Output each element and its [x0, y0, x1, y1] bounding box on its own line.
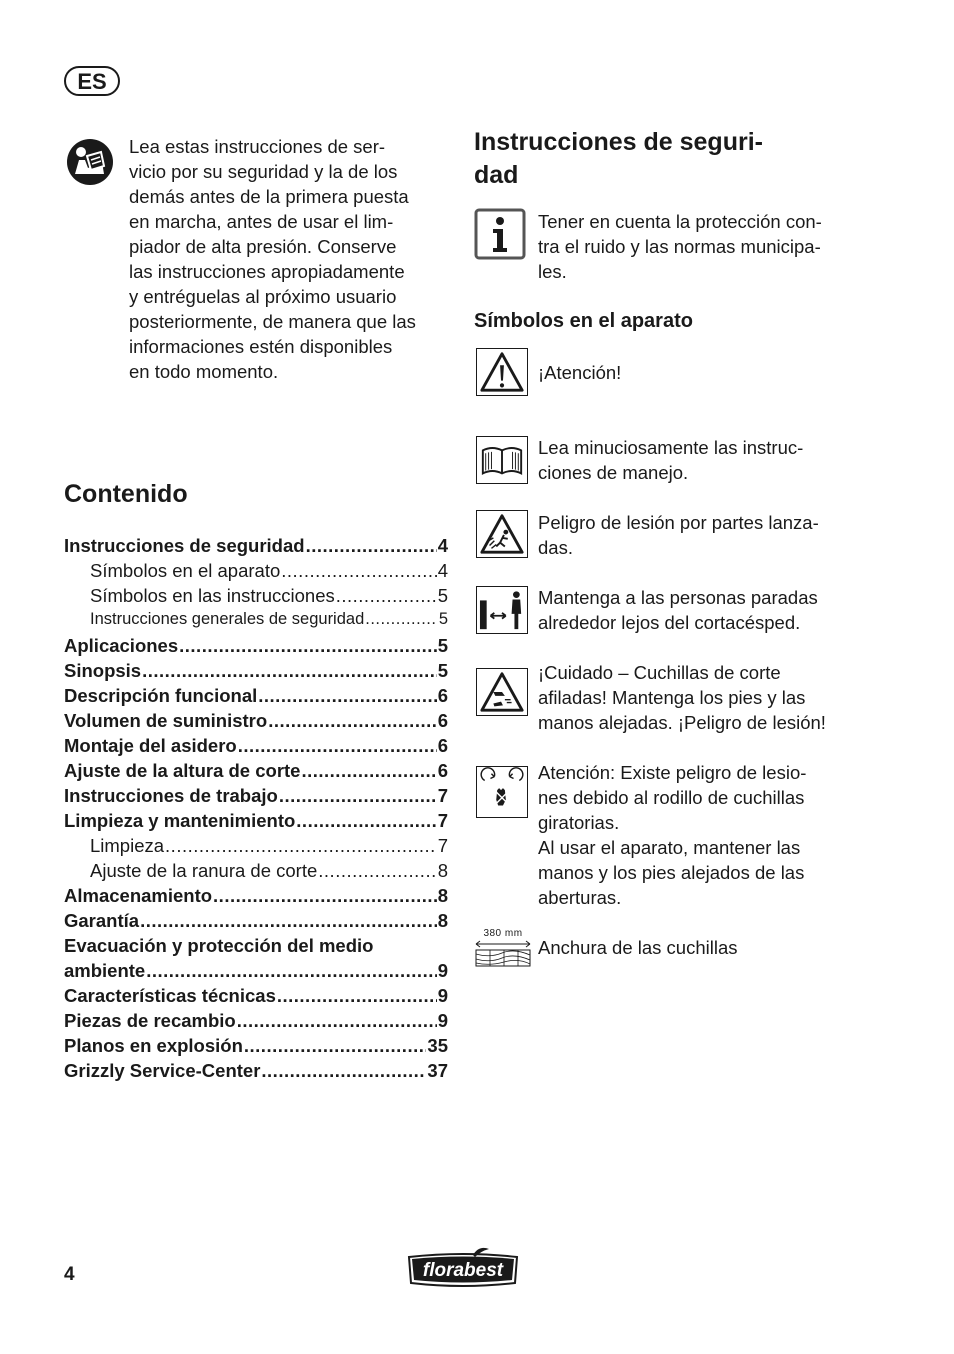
toc-entry[interactable]	[64, 760, 448, 785]
intro-line: piador de alta presión. Conserve	[129, 236, 397, 257]
intro-line: las instrucciones apropiadamente	[129, 261, 405, 282]
info-icon	[474, 208, 526, 260]
keep-distance-icon	[476, 586, 528, 634]
intro-line: y entréguelas al próximo usuario	[129, 286, 397, 307]
symbol-line: ¡Atención!	[538, 362, 622, 383]
intro-line: informaciones estén disponibles	[129, 336, 393, 357]
symbol-line: das.	[538, 537, 573, 558]
toc-entry-page: 7	[437, 785, 448, 806]
toc-entry-title: Planos en explosión	[64, 1035, 243, 1056]
intro-line: en todo momento.	[129, 361, 279, 382]
toc-leader-dots	[306, 535, 437, 557]
toc-leader-dots	[244, 1035, 427, 1057]
symbol-description	[538, 660, 868, 735]
toc-entry-title: Descripción funcional	[64, 685, 258, 706]
info-line: les.	[538, 261, 567, 282]
toc-entry-page: 7	[437, 810, 448, 831]
brand-logo-graphic	[405, 1245, 521, 1289]
intro-line: en marcha, antes de usar el lim-	[129, 211, 394, 232]
symbol-line: Peligro de lesión por partes lanza-	[538, 512, 819, 533]
contents-heading: Contenido	[64, 480, 188, 508]
toc-entry-title: Ajuste de la altura de corte	[64, 760, 301, 781]
toc-entry[interactable]	[64, 710, 448, 735]
toc-entry[interactable]	[64, 685, 448, 710]
cutting-width-icon	[474, 928, 532, 970]
info-paragraph	[538, 209, 868, 284]
toc-entry-page: 9	[437, 960, 448, 981]
symbol-line: Atención: Existe peligro de lesio-	[538, 762, 807, 783]
toc-leader-dots	[238, 735, 437, 757]
toc-leader-dots	[142, 660, 437, 682]
toc-leader-dots	[365, 610, 438, 629]
toc-entry-title: Limpieza	[90, 835, 165, 856]
language-badge: ES	[64, 66, 120, 96]
toc-entry-page: 7	[437, 835, 448, 856]
rotating-blades-icon	[476, 766, 528, 818]
toc-entry-page: 4	[437, 560, 448, 581]
toc-entry-title: Piezas de recambio	[64, 1010, 236, 1031]
table-of-contents	[64, 535, 448, 1085]
brand-name: florabest	[422, 1260, 504, 1281]
safety-heading	[474, 126, 894, 192]
intro-paragraph	[129, 134, 454, 384]
toc-entry[interactable]	[64, 810, 448, 835]
toc-leader-dots	[258, 685, 436, 707]
symbol-line: aberturas.	[538, 887, 622, 908]
toc-entry-title: Símbolos en las instrucciones	[90, 585, 335, 606]
toc-entry-title: Ajuste de la ranura de corte	[90, 860, 318, 881]
toc-entry-page: 6	[437, 685, 448, 706]
page-number: 4	[64, 1264, 75, 1285]
toc-entry-title: Instrucciones generales de seguridad	[90, 610, 365, 628]
toc-leader-dots	[261, 1060, 426, 1082]
toc-entry[interactable]	[64, 835, 448, 860]
toc-entry[interactable]	[64, 960, 448, 985]
toc-entry-title: Volumen de suministro	[64, 710, 268, 731]
toc-leader-dots	[179, 635, 437, 657]
toc-leader-dots	[146, 960, 436, 982]
toc-entry-page: 5	[437, 660, 448, 681]
toc-entry-page: 5	[437, 635, 448, 656]
toc-entry[interactable]	[64, 1060, 448, 1085]
symbol-line: Mantenga a las personas paradas	[538, 587, 818, 608]
symbol-line: afiladas! Mantenga los pies y las	[538, 687, 806, 708]
symbol-line: Anchura de las cuchillas	[538, 937, 738, 958]
toc-entry-page: 5	[438, 610, 448, 628]
cutting-width-drawing	[474, 940, 532, 970]
toc-entry[interactable]	[64, 910, 448, 935]
toc-leader-dots	[213, 885, 437, 907]
thrown-objects-icon	[476, 510, 528, 558]
toc-leader-dots	[318, 860, 436, 882]
toc-leader-dots	[336, 585, 437, 607]
toc-entry[interactable]	[64, 560, 448, 585]
toc-entry-title: Garantía	[64, 910, 140, 931]
toc-entry-title: Almacenamiento	[64, 885, 213, 906]
symbol-line: ¡Cuidado – Cuchillas de corte	[538, 662, 781, 683]
toc-entry[interactable]	[64, 585, 448, 610]
symbol-line: giratorias.	[538, 812, 620, 833]
toc-leader-dots	[140, 910, 437, 932]
toc-entry-page: 6	[437, 710, 448, 731]
toc-entry-title: Evacuación y protección del medio	[64, 935, 374, 956]
symbol-description	[538, 510, 868, 560]
toc-entry[interactable]	[64, 735, 448, 760]
toc-entry-page: 9	[437, 1010, 448, 1031]
intro-line: demás antes de la primera puesta	[129, 186, 409, 207]
symbol-description	[538, 760, 868, 910]
symbol-line: Lea minuciosamente las instruc-	[538, 437, 804, 458]
warning-triangle-icon	[476, 348, 528, 396]
toc-entry-page: 6	[437, 735, 448, 756]
toc-entry-page: 8	[437, 885, 448, 906]
toc-entry-page: 35	[427, 1035, 448, 1056]
toc-leader-dots	[268, 710, 437, 732]
toc-entry-title: Limpieza y mantenimiento	[64, 810, 296, 831]
symbol-description	[538, 935, 868, 960]
toc-leader-dots	[279, 785, 437, 807]
toc-entry[interactable]	[64, 885, 448, 910]
toc-leader-dots	[237, 1010, 437, 1032]
toc-entry-title: ambiente	[64, 960, 146, 981]
symbol-description	[538, 585, 868, 635]
toc-leader-dots	[301, 760, 436, 782]
toc-entry-title: Aplicaciones	[64, 635, 179, 656]
toc-entry-title: Características técnicas	[64, 985, 276, 1006]
toc-entry-title: Instrucciones de trabajo	[64, 785, 278, 806]
toc-entry[interactable]	[64, 860, 448, 885]
symbol-line: nes debido al rodillo de cuchillas	[538, 787, 805, 808]
toc-entry[interactable]	[64, 535, 448, 560]
toc-entry[interactable]	[64, 1035, 448, 1060]
symbol-line: manos alejadas. ¡Peligro de lesión!	[538, 712, 826, 733]
toc-entry-title: Símbolos en el aparato	[90, 560, 281, 581]
intro-line: vicio por su seguridad y la de los	[129, 161, 398, 182]
symbol-line: manos y los pies alejados de las	[538, 862, 805, 883]
toc-entry-page: 8	[437, 860, 448, 881]
toc-leader-dots	[296, 810, 436, 832]
toc-entry-page: 6	[437, 760, 448, 781]
symbol-description	[538, 360, 868, 385]
toc-entry-page: 37	[427, 1060, 448, 1081]
symbol-line: alrededor lejos del cortacésped.	[538, 612, 801, 633]
toc-entry[interactable]	[64, 785, 448, 810]
sharp-blades-icon	[476, 668, 528, 716]
toc-leader-dots	[165, 835, 437, 857]
toc-leader-dots	[281, 560, 436, 582]
toc-entry-title: Instrucciones de seguridad	[64, 535, 305, 556]
toc-entry-page: 4	[437, 535, 448, 556]
intro-line: Lea estas instrucciones de ser-	[129, 136, 386, 157]
safety-heading-line: dad	[474, 161, 519, 189]
toc-entry-title: Grizzly Service-Center	[64, 1060, 261, 1081]
toc-entry[interactable]	[64, 635, 448, 660]
symbol-line: Al usar el aparato, mantener las	[538, 837, 801, 858]
toc-entry[interactable]	[64, 610, 448, 635]
toc-entry-page: 9	[437, 985, 448, 1006]
cutting-width-label: 380 mm	[483, 928, 523, 939]
intro-line: posteriormente, de manera que las	[129, 311, 416, 332]
toc-entry[interactable]	[64, 1010, 448, 1035]
safety-heading-line: Instrucciones de seguri-	[474, 128, 763, 156]
toc-entry[interactable]	[64, 660, 448, 685]
info-line: tra el ruido y las normas municipa-	[538, 236, 821, 257]
symbol-description	[538, 435, 868, 485]
info-line: Tener en cuenta la protección con-	[538, 211, 822, 232]
symbols-heading: Símbolos en el aparato	[474, 310, 693, 332]
brand-logo	[405, 1245, 521, 1289]
toc-entry-page: 8	[437, 910, 448, 931]
toc-entry[interactable]	[64, 985, 448, 1010]
open-book-icon	[476, 436, 528, 484]
toc-leader-dots	[277, 985, 437, 1007]
toc-entry-title: Montaje del asidero	[64, 735, 237, 756]
toc-entry-page: 5	[437, 585, 448, 606]
toc-entry-title: Sinopsis	[64, 660, 142, 681]
toc-entry[interactable]	[64, 935, 448, 960]
read-manual-icon	[66, 138, 114, 186]
symbol-line: ciones de manejo.	[538, 462, 689, 483]
